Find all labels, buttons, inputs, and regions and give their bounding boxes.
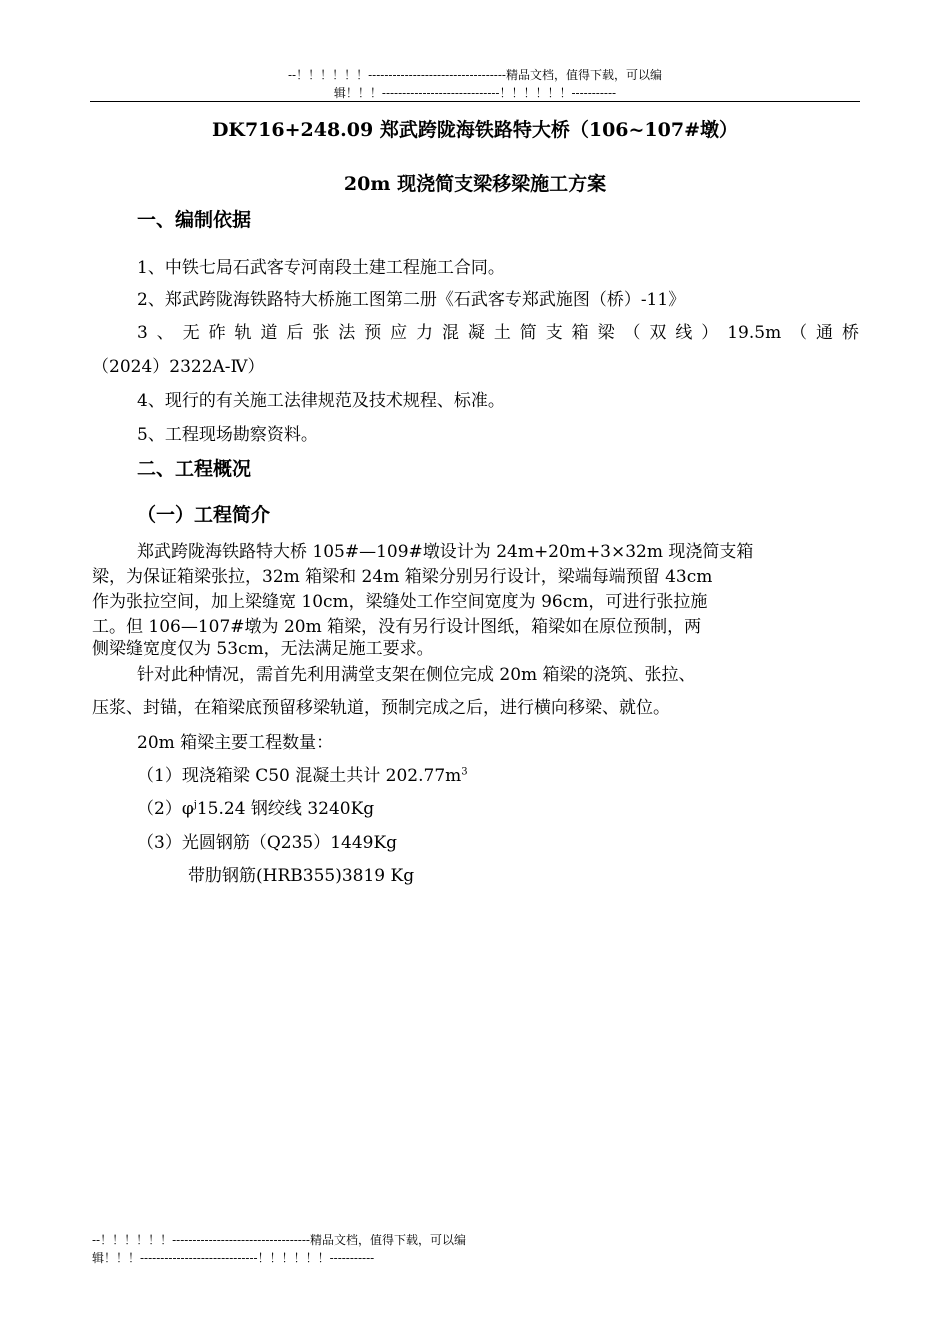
section-heading-basis: 一、编制依据 [137, 209, 252, 231]
header-line-1: --！！！！！！----------------------------------精品文档，值得下载，可以编 [288, 68, 662, 82]
document-subtitle: 20m 现浇简支梁移梁施工方案 [343, 173, 607, 195]
quantity-strand [137, 797, 374, 821]
quantity-plain-rebar: （3）光圆钢筋（Q235）1449Kg [137, 833, 398, 853]
basis-item-3-continued: （2024）2322A-Ⅳ） [92, 357, 265, 377]
document-title: DK716+248.09 郑武跨陇海铁路特大桥（106~107#墩） [211, 119, 739, 141]
quantity-ribbed-rebar: 带肋钢筋(HRB355)3819 Kg [188, 866, 415, 886]
quantity-strand-prefix: （2）φ [137, 799, 194, 819]
footer-line-2: 辑！！！-----------------------------！！！！！！----------- [92, 1251, 375, 1265]
intro-line: 郑武跨陇海铁路特大桥 105#—109#墩设计为 24m+20m+3×32m 现浇简支箱 [137, 542, 754, 562]
basis-item-5: 5、工程现场勘察资料。 [137, 425, 318, 445]
plan-line-2: 压浆、封锚，在箱梁底预留移梁轨道，预制完成之后，进行横向移梁、就位。 [92, 698, 670, 718]
cubic-superscript: 3 [461, 766, 468, 778]
section-heading-overview: 二、工程概况 [137, 458, 252, 480]
basis-item-3 [92, 321, 859, 345]
page-header [90, 66, 860, 102]
subsection-heading-intro: （一）工程简介 [137, 504, 271, 526]
quantity-strand-text: 15.24 钢绞线 3240Kg [196, 799, 375, 819]
quantity-concrete-text: （1）现浇箱梁 C50 混凝土共计 202.77m [137, 766, 462, 786]
basis-item-2: 2、郑武跨陇海铁路特大桥施工图第二册《石武客专郑武施图（桥）-11》 [137, 290, 686, 310]
intro-paragraph [92, 540, 859, 658]
intro-line: 作为张拉空间，加上梁缝宽 10cm，梁缝处工作空间宽度为 96cm，可进行张拉施 [92, 592, 708, 612]
strand-superscript: j [193, 799, 197, 811]
intro-line: 梁，为保证箱梁张拉，32m 箱梁和 24m 箱梁分别另行设计，梁端每端预留 43cm [92, 567, 713, 587]
basis-item-4: 4、现行的有关施工法律规范及技术规程、标准。 [137, 391, 505, 411]
basis-item-3-text: 3、无砟轨道后张法预应力混凝土简支箱梁（双线）19.5m（通桥 [137, 323, 859, 343]
intro-line: 侧梁缝宽度仅为 53cm，无法满足施工要求。 [92, 639, 434, 659]
intro-line: 工。但 106—107#墩为 20m 箱梁，没有另行设计图纸，箱梁如在原位预制，两 [92, 617, 702, 637]
quantity-concrete [137, 764, 468, 788]
basis-item-1: 1、中铁七局石武客专河南段土建工程施工合同。 [137, 258, 505, 278]
header-line-2: 辑！！！-----------------------------！！！！！！----------- [333, 86, 617, 100]
plan-line-1: 针对此种情况，需首先利用满堂支架在侧位完成 20m 箱梁的浇筑、张拉、 [137, 665, 696, 685]
page-footer [92, 1231, 562, 1267]
header-divider [90, 101, 860, 102]
quantities-intro: 20m 箱梁主要工程数量： [137, 733, 334, 753]
footer-line-1: --！！！！！！----------------------------------精品文档，值得下载，可以编 [92, 1233, 466, 1247]
